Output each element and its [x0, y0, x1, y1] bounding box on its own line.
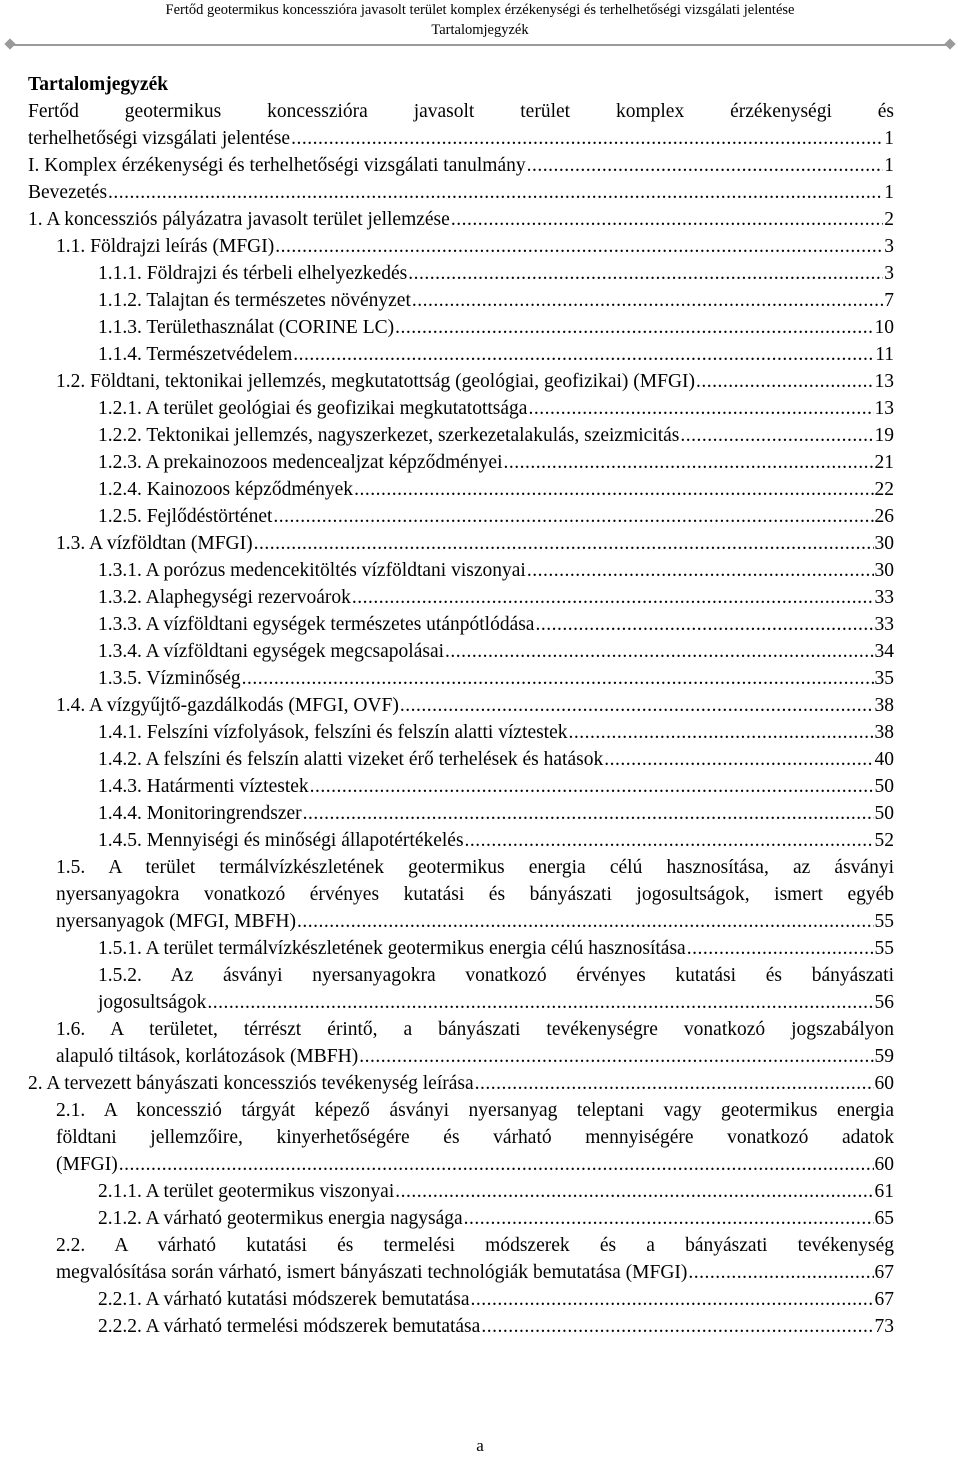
toc-entry-title: 1. A koncessziós pályázatra javasolt terület jellemzése	[28, 209, 450, 230]
dot-leader	[445, 638, 873, 665]
toc-entry-title: (MFGI)	[56, 1154, 118, 1175]
toc-entry[interactable]	[98, 1205, 894, 1232]
toc-entry-title: 1.4.4. Monitoringrendszer	[98, 803, 302, 824]
header-divider	[10, 44, 950, 46]
toc-entry[interactable]	[56, 233, 894, 260]
toc-entry[interactable]	[56, 1016, 894, 1070]
toc-entry-title: 1.4.2. A felszíni és felszín alatti vizeket érő terhelések és hatások	[98, 749, 604, 770]
toc-entry[interactable]	[98, 1313, 894, 1340]
toc-entry-page: 1	[884, 128, 894, 149]
page-number: a	[476, 1436, 484, 1455]
dot-leader	[688, 1259, 873, 1286]
dot-leader	[687, 935, 874, 962]
dot-leader	[680, 422, 873, 449]
toc-entry-page: 34	[874, 641, 894, 662]
toc-entry[interactable]	[98, 719, 894, 746]
toc-entry-page: 40	[874, 749, 894, 770]
toc-entry-title: megvalósítása során várható, ismert bányászati technológiák bemutatása (MFGI)	[56, 1262, 688, 1283]
toc-entry-page: 50	[874, 803, 894, 824]
toc-entry[interactable]	[98, 341, 894, 368]
toc-entry-line: Fertőd geotermikus koncesszióra javasolt terület komplex érzékenységi és	[28, 101, 894, 122]
dot-leader	[310, 773, 874, 800]
toc-entry[interactable]	[56, 854, 894, 935]
toc-entry-title: 2.1.2. A várható geotermikus energia nagysága	[98, 1208, 463, 1229]
toc-entry-title: 1.2. Földtani, tektonikai jellemzés, megkutatottság (geológiai, geofizikai) (MFGI)	[56, 371, 696, 392]
toc-entry-last-line	[56, 1259, 894, 1286]
toc-entry-title: 1.5.1. A terület termálvízkészletének geotermikus energia célú hasznosítása	[98, 938, 686, 959]
toc-entry[interactable]	[28, 152, 894, 179]
toc-entry-page: 7	[884, 290, 894, 311]
toc-entry-title: 1.1.3. Területhasználat (CORINE LC)	[98, 317, 395, 338]
toc-entry-last-line	[56, 1043, 894, 1070]
toc-entry-line: földtani jellemzőire, kinyerhetőségére és várható mennyiségére vonatkozó adatok	[56, 1127, 894, 1148]
dot-leader	[528, 395, 873, 422]
toc-entry[interactable]	[98, 1286, 894, 1313]
dot-leader	[696, 368, 873, 395]
toc-entry-page: 55	[874, 911, 894, 932]
toc-entry-title: 1.4.1. Felszíni vízfolyások, felszíni és felszín alatti víztestek	[98, 722, 568, 743]
toc-entry[interactable]	[98, 611, 894, 638]
toc-entry-line: 1.5. A terület termálvízkészletének geotermikus energia célú hasznosítása, az ásványi	[56, 857, 894, 878]
dot-leader	[354, 476, 873, 503]
toc-entry-title: 1.4.5. Mennyiségi és minőségi állapotértékelés	[98, 830, 464, 851]
toc-entry-title: 1.2.3. A prekainozoos medencealjzat képződményei	[98, 452, 503, 473]
dot-leader	[470, 1286, 873, 1313]
toc-entry[interactable]	[98, 503, 894, 530]
dot-leader	[569, 719, 874, 746]
toc-entry-title: 1.2.2. Tektonikai jellemzés, nagyszerkezet, szerkezetalakulás, szeizmicitás	[98, 425, 680, 446]
toc-entry-page: 2	[884, 209, 894, 230]
dot-leader	[408, 260, 883, 287]
toc-entry-last-line	[28, 125, 894, 152]
toc-entry[interactable]	[98, 584, 894, 611]
toc-entry[interactable]	[98, 773, 894, 800]
toc-entry-page: 1	[884, 155, 894, 176]
toc-entry-title: 1.3.3. A vízföldtani egységek természetes utánpótlódása	[98, 614, 535, 635]
dot-leader	[535, 611, 873, 638]
toc-entry[interactable]	[98, 449, 894, 476]
toc-entry-last-line	[56, 1151, 894, 1178]
toc-entry-page: 50	[874, 776, 894, 797]
toc-entry-page: 21	[874, 452, 894, 473]
dot-leader	[400, 692, 874, 719]
toc-entry[interactable]	[98, 1178, 894, 1205]
toc-entry-page: 38	[874, 695, 894, 716]
dot-leader	[119, 1151, 874, 1178]
toc-entry-title: 1.3.2. Alaphegységi rezervoárok	[98, 587, 351, 608]
dot-leader	[207, 989, 873, 1016]
toc-entry-title: 1.1.1. Földrajzi és térbeli elhelyezkedés	[98, 263, 408, 284]
toc-entry-page: 33	[874, 587, 894, 608]
dot-leader	[254, 530, 874, 557]
dot-leader	[395, 314, 873, 341]
dot-leader	[451, 206, 883, 233]
toc-entry-page: 30	[874, 533, 894, 554]
toc-entry-page: 65	[874, 1208, 894, 1229]
dot-leader	[412, 287, 883, 314]
toc-entry-page: 67	[874, 1289, 894, 1310]
toc-entry-line: 2.1. A koncesszió tárgyát képező ásványi nyersanyag teleptani vagy geotermikus energia	[56, 1100, 894, 1121]
toc-entry-title: 1.3.1. A porózus medencekitöltés vízföldtani viszonyai	[98, 560, 526, 581]
header-document-title: Fertőd geotermikus koncesszióra javasolt terület komplex érzékenységi és terhelhetőségi vizsgálati jelentése	[165, 2, 795, 18]
toc-entry-page: 73	[874, 1316, 894, 1337]
toc-entry[interactable]	[56, 1097, 894, 1178]
toc-entry-title: jogosultságok	[98, 992, 207, 1013]
toc-entry[interactable]	[28, 179, 894, 206]
toc-entry-line: 2.2. A várható kutatási és termelési módszerek és a bányászati tevékenység	[56, 1235, 894, 1256]
toc-heading: Tartalomjegyzék	[28, 74, 169, 95]
toc-entry[interactable]	[98, 557, 894, 584]
toc-entry-title: 1.3.5. Vízminőség	[98, 668, 241, 689]
toc-entry-last-line	[98, 989, 894, 1016]
header-section-title: Tartalomjegyzék	[431, 22, 529, 38]
dot-leader	[359, 1043, 873, 1070]
toc-entry-title: 2.2.1. A várható kutatási módszerek bemutatása	[98, 1289, 470, 1310]
toc-entry[interactable]	[98, 395, 894, 422]
toc-entry-page: 11	[875, 344, 894, 365]
toc-entry[interactable]	[98, 665, 894, 692]
toc-entry-page: 3	[884, 236, 894, 257]
toc-entry-page: 33	[874, 614, 894, 635]
toc-entry[interactable]	[98, 800, 894, 827]
dot-leader	[303, 800, 874, 827]
toc-entry-title: 2.1.1. A terület geotermikus viszonyai	[98, 1181, 395, 1202]
toc-entry-title: 1.4.3. Határmenti víztestek	[98, 776, 309, 797]
toc-entry-page: 61	[874, 1181, 894, 1202]
toc-entry-title: 2.2.2. A várható termelési módszerek bemutatása	[98, 1316, 481, 1337]
toc-entry-title: 1.1.2. Talajtan és természetes növényzet	[98, 290, 411, 311]
toc-entry-title: Bevezetés	[28, 182, 108, 203]
divider-diamond-right-icon	[944, 38, 955, 49]
dot-leader	[395, 1178, 873, 1205]
toc-entry-page: 56	[874, 992, 894, 1013]
toc-entry-title: terhelhetőségi vizsgálati jelentése	[28, 128, 291, 149]
toc-entry-line: 1.5.2. Az ásványi nyersanyagokra vonatkozó érvényes kutatási és bányászati	[98, 965, 894, 986]
toc-entry-line: 1.6. A területet, térrészt érintő, a bányászati tevékenységre vonatkozó jogszabályon	[56, 1019, 894, 1040]
toc-entry[interactable]	[98, 314, 894, 341]
toc-entry-last-line	[56, 908, 894, 935]
toc-entry-page: 55	[874, 938, 894, 959]
dot-leader	[293, 341, 874, 368]
page-header	[0, 0, 960, 40]
toc-entry-page: 60	[874, 1073, 894, 1094]
dot-leader	[352, 584, 874, 611]
toc-entry[interactable]	[98, 638, 894, 665]
toc-entry[interactable]	[28, 1070, 894, 1097]
toc-entry-page: 38	[874, 722, 894, 743]
toc-entry-page: 30	[874, 560, 894, 581]
toc-entry-page: 22	[874, 479, 894, 500]
toc-entry-page: 60	[874, 1154, 894, 1175]
toc-entry-title: 1.2.4. Kainozoos képződmények	[98, 479, 354, 500]
dot-leader	[242, 665, 874, 692]
toc-entry[interactable]	[98, 260, 894, 287]
dot-leader	[503, 449, 873, 476]
toc-entry[interactable]	[98, 476, 894, 503]
dot-leader	[464, 1205, 874, 1232]
toc-entry-title: 1.2.5. Fejlődéstörténet	[98, 506, 273, 527]
toc-entry-page: 19	[874, 425, 894, 446]
toc-entry-page: 10	[874, 317, 894, 338]
dot-leader	[604, 746, 873, 773]
toc-entry-title: 1.1.4. Természetvédelem	[98, 344, 293, 365]
toc-entry[interactable]	[28, 98, 894, 152]
toc-entry[interactable]	[56, 368, 894, 395]
toc-entry-title: alapuló tiltások, korlátozások (MBFH)	[56, 1046, 359, 1067]
toc-entry[interactable]	[56, 530, 894, 557]
toc-entry-title: 2. A tervezett bányászati koncessziós tevékenység leírása	[28, 1073, 474, 1094]
toc-entry-page: 67	[874, 1262, 894, 1283]
toc-entry[interactable]	[98, 962, 894, 1016]
toc-entry-line: nyersanyagokra vonatkozó érvényes kutatási és bányászati jogosultságok, ismert egyéb	[56, 884, 894, 905]
toc-entry-page: 13	[874, 398, 894, 419]
toc-entry-title: 1.2.1. A terület geológiai és geofizikai megkutatottsága	[98, 398, 528, 419]
toc-entry[interactable]	[28, 206, 894, 233]
toc-entry-page: 59	[874, 1046, 894, 1067]
toc-entry[interactable]	[56, 1232, 894, 1286]
dot-leader	[481, 1313, 873, 1340]
toc-entry[interactable]	[98, 935, 894, 962]
dot-leader	[527, 152, 884, 179]
toc-entry[interactable]	[98, 746, 894, 773]
toc-entry-page: 1	[884, 182, 894, 203]
toc-entry-page: 52	[874, 830, 894, 851]
toc-entry[interactable]	[56, 692, 894, 719]
toc-entry-title: 1.3. A vízföldtan (MFGI)	[56, 533, 253, 554]
toc-entry-page: 13	[874, 371, 894, 392]
dot-leader	[275, 233, 883, 260]
dot-leader	[108, 179, 883, 206]
toc-entry[interactable]	[98, 422, 894, 449]
toc-entry[interactable]	[98, 827, 894, 854]
toc-entry-title: 1.4. A vízgyűjtő-gazdálkodás (MFGI, OVF)	[56, 695, 399, 716]
divider-diamond-left-icon	[4, 38, 15, 49]
toc-entry-title: 1.1. Földrajzi leírás (MFGI)	[56, 236, 275, 257]
table-of-contents	[28, 98, 894, 1340]
dot-leader	[475, 1070, 874, 1097]
toc-entry-title: I. Komplex érzékenységi és terhelhetőségi vizsgálati tanulmány	[28, 155, 526, 176]
dot-leader	[291, 125, 883, 152]
dot-leader	[527, 557, 874, 584]
toc-entry-page: 35	[874, 668, 894, 689]
dot-leader	[465, 827, 874, 854]
toc-entry-page: 26	[874, 506, 894, 527]
toc-entry[interactable]	[98, 287, 894, 314]
dot-leader	[297, 908, 874, 935]
toc-entry-page: 3	[884, 263, 894, 284]
toc-entry-title: 1.3.4. A vízföldtani egységek megcsapolásai	[98, 641, 445, 662]
dot-leader	[273, 503, 873, 530]
toc-entry-title: nyersanyagok (MFGI, MBFH)	[56, 911, 296, 932]
